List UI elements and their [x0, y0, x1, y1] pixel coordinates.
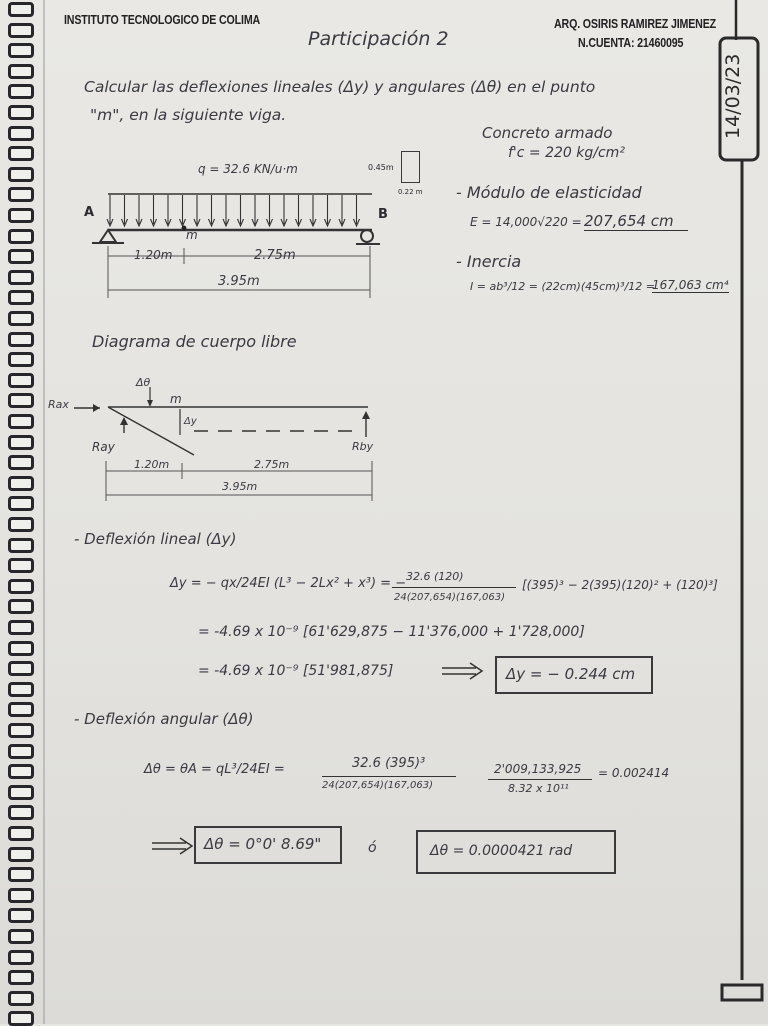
spiral-ring [8, 43, 34, 58]
spiral-ring [8, 764, 34, 779]
inertia-value: 167,063 cm⁴ [652, 278, 729, 292]
fbd-title: Diagrama de cuerpo libre [92, 332, 297, 351]
modulus-value: 207,654 cm [584, 212, 688, 231]
spiral-ring [8, 805, 34, 820]
spiral-ring [8, 249, 34, 264]
angular-title: - Deflexión angular (Δθ) [74, 710, 254, 728]
fbd-delta-theta: Δθ [136, 376, 151, 389]
spiral-binding [8, 0, 44, 1024]
spiral-ring [8, 496, 34, 511]
spiral-ring [8, 682, 34, 697]
account-number: N.CUENTA: 21460095 [578, 35, 684, 50]
section-height: 0.45m [368, 163, 394, 172]
spiral-ring [8, 332, 34, 347]
distributed-load [107, 194, 372, 226]
fbd-dim-total: 3.95m [222, 480, 258, 493]
angular-fraction-bar-2 [488, 779, 592, 780]
angular-eq-rhs: = 0.002414 [598, 766, 670, 780]
spiral-ring [8, 661, 34, 676]
angular-frac2-num: 2'009,133,925 [494, 762, 582, 776]
spiral-ring [8, 744, 34, 759]
linear-eq3: = -4.69 x 10⁻⁹ [51'981,875] [198, 663, 394, 679]
spiral-ring [8, 23, 34, 38]
spiral-ring [8, 229, 34, 244]
spiral-ring [8, 785, 34, 800]
linear-eq1-lhs: Δy = − qx/24EI (L³ − 2Lx² + x³) = − [170, 576, 407, 591]
linear-title: - Deflexión lineal (Δy) [74, 530, 237, 548]
spiral-ring [8, 435, 34, 450]
spiral-ring [8, 579, 34, 594]
spiral-ring [8, 826, 34, 841]
page-title: Participación 2 [308, 28, 449, 50]
fbd-delta-y: Δy [184, 416, 197, 427]
spiral-ring [8, 311, 34, 326]
angular-result-rad: Δθ = 0.0000421 rad [430, 843, 573, 859]
spiral-ring [8, 888, 34, 903]
spiral-ring [8, 84, 34, 99]
angular-eq-lhs: Δθ = θA = qL³/24EI = [144, 762, 285, 777]
label-b: B [378, 207, 388, 222]
date-tab [712, 0, 768, 1024]
spiral-ring [8, 167, 34, 182]
angular-frac1-den: 24(207,654)(167,063) [322, 780, 434, 791]
modulus-title: - Módulo de elasticidad [456, 183, 642, 202]
implies-arrow [438, 662, 486, 682]
angular-frac1-num: 32.6 (395)³ [352, 756, 426, 771]
implies-arrow-2 [148, 836, 196, 858]
linear-result: Δy = − 0.244 cm [506, 665, 636, 683]
spiral-ring [8, 929, 34, 944]
date-text: 14/03/23 [722, 53, 744, 139]
angular-frac2-den: 8.32 x 10¹¹ [508, 782, 569, 795]
spiral-ring [8, 414, 34, 429]
spiral-ring [8, 146, 34, 161]
spiral-ring [8, 991, 34, 1006]
concrete-strength: f'c = 220 kg/cm² [508, 145, 625, 161]
spiral-ring [8, 970, 34, 985]
spiral-ring [8, 908, 34, 923]
spiral-ring [8, 558, 34, 573]
linear-eq1-num: 32.6 (120) [406, 570, 464, 583]
fbd-dim1: 1.20m [134, 458, 170, 471]
spiral-ring [8, 352, 34, 367]
angular-or: ó [368, 840, 377, 856]
spiral-ring [8, 847, 34, 862]
label-m: m [186, 228, 198, 242]
section-width: 0.22 m [398, 188, 423, 196]
spiral-ring [8, 2, 34, 17]
spiral-ring [8, 290, 34, 305]
margin-line [40, 0, 52, 1024]
modulus-equation: E = 14,000√220 = [470, 215, 582, 229]
spiral-ring [8, 538, 34, 553]
spiral-ring [8, 723, 34, 738]
problem-line-2: "m", en la siguiente viga. [90, 106, 287, 124]
linear-eq2: = -4.69 x 10⁻⁹ [61'629,875 − 11'376,000 + 1'728,000] [198, 624, 585, 640]
spiral-ring [8, 867, 34, 882]
spiral-ring [8, 126, 34, 141]
problem-line-1: Calcular las deflexiones lineales (Δy) y angulares (Δθ) en el punto [84, 78, 596, 96]
inertia-equation: I = ab³/12 = (22cm)(45cm)³/12 = [470, 280, 656, 293]
fbd-rby: Rby [352, 440, 374, 453]
spiral-ring [8, 105, 34, 120]
linear-eq1-den: 24(207,654)(167,063) [394, 592, 506, 603]
spiral-ring [8, 208, 34, 223]
spiral-ring [8, 620, 34, 635]
angular-fraction-bar-1 [322, 776, 456, 777]
spiral-ring [8, 270, 34, 285]
spiral-ring [8, 950, 34, 965]
pin-support-a [100, 230, 116, 242]
spiral-ring [8, 476, 34, 491]
dimension-1: 1.20m [134, 248, 173, 262]
author-name: ARQ. OSIRIS RAMIREZ JIMENEZ [554, 16, 717, 31]
inertia-title: - Inercia [456, 252, 522, 271]
spiral-ring [8, 702, 34, 717]
roller-support-b [361, 230, 373, 242]
fbd-dim2: 2.75m [254, 458, 290, 471]
spiral-ring [8, 373, 34, 388]
institute-name: INSTITUTO TECNOLOGICO DE COLIMA [64, 12, 261, 27]
material-title: Concreto armado [482, 124, 613, 142]
spiral-ring [8, 517, 34, 532]
load-label: q = 32.6 KN/u·m [198, 162, 298, 176]
fbd-m: m [170, 392, 182, 406]
cross-section [401, 151, 420, 183]
linear-fraction-bar [392, 587, 516, 588]
label-a: A [84, 205, 95, 220]
spiral-ring [8, 393, 34, 408]
dimension-2: 2.75m [254, 248, 296, 263]
dimension-total: 3.95m [218, 274, 260, 289]
fbd-rax: Rax [48, 398, 69, 411]
spiral-ring [8, 641, 34, 656]
linear-eq1-bracket: [(395)³ − 2(395)(120)² + (120)³] [522, 578, 718, 592]
fbd-ray: Ray [92, 440, 115, 454]
spiral-ring [8, 455, 34, 470]
spiral-ring [8, 187, 34, 202]
angular-result-deg: Δθ = 0°0' 8.69" [204, 835, 322, 853]
spiral-ring [8, 599, 34, 614]
spiral-ring [8, 64, 34, 79]
